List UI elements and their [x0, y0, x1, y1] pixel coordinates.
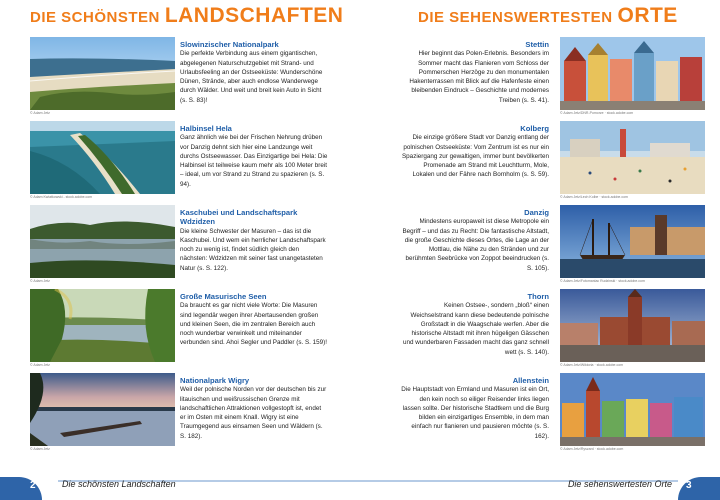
photo-kolberg-beach — [560, 121, 705, 194]
photo-allenstein-houses — [560, 373, 705, 446]
photo-wigry-jetty — [30, 373, 175, 446]
entry-title: Danzig — [524, 208, 549, 217]
entry-title: Kolberg — [520, 124, 549, 133]
entry-body: Die kleine Schwester der Masuren – das ist die Kaschubei. Und wem ein herrlicher Landschaftspark noch zu wenig ist, findet südlich gleich den nächsten: Wdzidzen mit seiner fast unangetasteten Natur (s. S. 122). — [180, 227, 326, 272]
entry-body: Keinen Ostsee-, sondern „bloß“ einen Weichselstrand kann diese bedeutende polnische Großstadt in die Waagschale werfen. Aber die historische Altstadt mit ihren hügeligen Gässchen und wunderbaren Fassaden macht das ganz schnell wett (s. S. 140). — [403, 302, 549, 356]
photo-hela-peninsula — [30, 121, 175, 194]
entry-body: Ganz ähnlich wie bei der Frischen Nehrung drüben vor Danzig dehnt sich hier eine Landzunge weit durchs Ostseewasser. Das Einzigartige bei Hela: Die Halbinsel ist teilweise kaum mehr als 100 Meter breit – ideal, um vor Strand zu Strand zu spazieren (s. S. 94). — [180, 134, 328, 188]
right-heading-small: DIE SEHENSWERTESTEN — [418, 9, 613, 26]
photo-credit: © Adam Jetz/Ryszard · stock.adobe.com — [560, 447, 624, 451]
entry-body: Die einzige größere Stadt vor Danzig entlang der polnischen Ostseeküste: Vom Zentrum ist es nur ein Spaziergang zur gewaltigen, immer bunt bevölkerten Promenade am Strand mit Leuchtturm, Mole, Lokalen und der Fähre nach Bornholm (s. S. 59). — [401, 134, 549, 179]
photo-credit: © Adam Jetz — [30, 279, 50, 283]
entry-text — [180, 292, 328, 348]
landscape-entry-slowinzischer — [30, 37, 360, 117]
page-number: 2 — [0, 477, 42, 500]
entry-text — [401, 208, 549, 273]
landscape-entry-wigry — [30, 373, 360, 453]
entry-text — [401, 124, 549, 180]
footer-right — [360, 473, 720, 500]
place-entry-thorn — [360, 289, 690, 369]
photo-credit: © Adam Jetz/Lech Kolbe · stock.adobe.com — [560, 195, 628, 199]
photo-credit: © Adam Jetz/Wiktoria · stock.adobe.com — [560, 363, 624, 367]
photo-credit: © Adam Jetz — [30, 111, 50, 115]
landscape-entry-masurische-seen — [30, 289, 360, 369]
entry-title: Thorn — [527, 292, 549, 301]
photo-danzig-waterfront — [560, 205, 705, 278]
landscape-entry-kaschubei — [30, 205, 360, 285]
entry-title: Allenstein — [512, 376, 549, 385]
entry-body: Weil der polnische Norden vor der deutschen bis zur litauischen und weißrussischen Grenze mit landschaftlichen Attraktionen vollgestopft ist, endet er im Osten mit einem Knall. Wigry ist eine Traumgegend aus einsamen Seen und Wäldern (s. S. 182). — [180, 386, 327, 440]
entry-title: Kaschubei und Landschaftspark Wdzidzen — [180, 208, 298, 227]
entry-body: Die perfekte Verbindung aus einem gigantischen, abgelegenen Naturschutzgebiet mit Strand- und Urlaubsfeeling an der Ostseeküste: Wunderschöne Dünen, Strände, aber auch endlose Wanderwege durch Wälder. Und weit und breit kein Auto in Sicht (s. S. 83)! — [180, 50, 323, 104]
entry-text — [401, 40, 549, 105]
page-number: 3 — [678, 477, 720, 500]
footer-section-label: Die schönsten Landschaften — [62, 479, 176, 489]
entry-text — [180, 124, 328, 189]
photo-credit: © Adam Jetz — [30, 447, 50, 451]
photo-credit: © Adam Jetz/DNR-Pomorze · stock.adobe.com — [560, 111, 634, 115]
photo-stettin-facades — [560, 37, 705, 110]
photo-kaschubei-lake — [30, 205, 175, 278]
entry-text — [401, 376, 549, 441]
entry-text — [401, 292, 549, 357]
place-entry-stettin — [360, 37, 690, 117]
entry-title: Nationalpark Wigry — [180, 376, 250, 385]
photo-credit: © Adam Jetz — [30, 363, 50, 367]
photo-credit: © Adam Jetz/Fotomaniac Rudzinski · stock.adobe.com — [560, 279, 645, 283]
entry-body: Mindestens europaweit ist diese Metropole ein Begriff – und das zu Recht: Die fantastische Altstadt, die große Geschichte dieses Ortes, die Lage an der Mottlau, die Nähe zu den Stränden und zur berühmten Seebrücke von Zoppot beeindrucken (s. S. 105). — [402, 218, 549, 272]
photo-credit: © Adam Kwiatkowski - stock.adobe.com — [30, 195, 93, 199]
place-entry-danzig — [360, 205, 690, 285]
left-page-heading — [30, 4, 343, 28]
photo-masurische-seen — [30, 289, 175, 362]
right-page-heading — [418, 4, 678, 28]
left-heading-small: DIE SCHÖNSTEN — [30, 9, 160, 26]
footer-left — [0, 473, 360, 500]
entry-title: Halbinsel Hela — [180, 124, 232, 133]
entry-title: Stettin — [525, 40, 549, 49]
entry-title: Slowinzischer Nationalpark — [180, 40, 279, 49]
entry-title: Große Masurische Seen — [180, 292, 267, 301]
entry-text — [180, 40, 328, 105]
entry-body: Da braucht es gar nicht viele Worte: Die Masuren sind legendär wegen ihrer Abertausenden großen und kleinen Seen, die im zentralen Bereich auch noch wunderbar verwinkelt und miteinander verbunden sind. Ahoi Segler und Paddler (s. S. 159)! — [180, 302, 328, 347]
photo-thorn-old-town — [560, 289, 705, 362]
entry-body: Hier beginnt das Polen-Erlebnis. Besonders im Sommer macht das Flanieren vom Schloss der Pommerschen Herzöge zu den monumentalen Hakenterrassen mit Blick auf die Hafenfeste einen bleibenden Eindruck – Geschichte und modernes Treiben (s. S. 41). — [409, 50, 549, 104]
right-page — [360, 0, 720, 500]
place-entry-allenstein — [360, 373, 690, 453]
footer-section-label: Die sehenswertesten Orte — [567, 479, 672, 489]
photo-slowinzischer-beach — [30, 37, 175, 110]
landscape-entry-hela — [30, 121, 360, 201]
place-entry-kolberg — [360, 121, 690, 201]
left-heading-big: LANDSCHAFTEN — [164, 4, 344, 27]
entry-text — [180, 376, 328, 441]
right-heading-big: ORTE — [617, 4, 678, 27]
entry-text — [180, 208, 328, 273]
entry-body: Die Hauptstadt von Ermland und Masuren ist ein Ort, den kein noch so eiliger Reisender links liegen lassen sollte. Der historische Stadtkern und die Burg bilden ein einzigartiges Ensemble, in dem man einfach nur flanieren und pausieren möchte (s. S. 162). — [401, 386, 549, 440]
